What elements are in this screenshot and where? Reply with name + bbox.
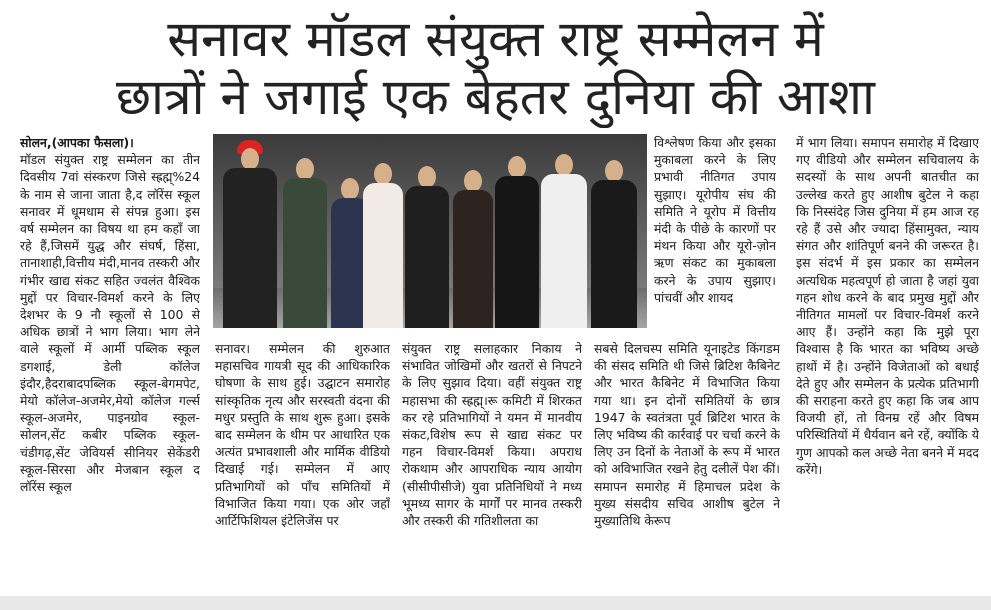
person-figure bbox=[453, 170, 493, 328]
article-column-5 bbox=[796, 134, 979, 582]
column-4-top-text: विश्लेषण किया और इसका मुकाबला करने के लिए प्रभावी नीतिगत उपाय सुझाए। यूरोपीय संघ की समिति ने यूरोप में वित्तीय मंदी के पीछे के कारणों पर मंथन किया और यूरो-ज़ोन ऋण संकट का मुकाबला करने के उपाय सुझाए। पांचवीं और शायद bbox=[654, 135, 776, 305]
person-figure bbox=[591, 160, 637, 328]
column-1-text: मॉडल संयुक्त राष्ट्र सम्मेलन का तीन दिवसीय 7वां संस्करण जिसे स्ह्रह्म्%24 के नाम से जाना जाता है,द लॉरेंस स्कूल सनावर में धूमधाम से संपन्न हुआ। इस वर्ष सम्मेलन का विषय था हम कहाँ जा रहे हैं,जिसमें युद्ध और संघर्ष, हिंसा, तानाशाही,वित्तीय मंदी,मानव तस्करी और गंभीर खाद्य संकट सहित ज्वलंत वैश्विक मुद्दों पर विचार-विमर्श करने के लिए देशभर के 9 नौ स्कूलों से 100 से अधिक छात्रों ने भाग लिया। भाग लेने वाले स्कूलों में आर्मी पब्लिक स्कूल डगशाई, डेली कॉलेज इंदौर,हैदराबादपब्लिक स्कूल-बेगमपेट, मेयो कॉलेज-अजमेर,मेयो कॉलेज गर्ल्स स्कूल-अजमेर, पाइनग्रोव स्कूल-सोलन,सेंट कबीर पब्लिक स्कूल-चंडीगढ़,सेंट जेवियर्स सीनियर सेकेंडरी स्कूल-सिरसा और मेजबान स्कूल द लॉरेंस स्कूल bbox=[20, 152, 200, 495]
event-photo bbox=[213, 134, 647, 328]
article-column-2 bbox=[215, 340, 390, 582]
column-5-text: में भाग लिया। समापन समारोह में दिखाए गए वीडियो और सम्मेलन सचिवालय के सदस्यों के साथ अपनी बातचीत का उल्लेख करते हुए आशीष बुटेल ने कहा कि निस्संदेह जिस दुनिया में हम आज रह रहे हैं उसे और ज्यादा हिंसामुक्त, न्याय संगत और शांतिपूर्ण बनने की जरूरत है। इस संदर्भ में इस प्रकार का सम्मेलन अत्यधिक महत्वपूर्ण हो जाता है जहां युवा गहन शोध करने के बाद प्रमुख मुद्दों और नीतिगत मामलों पर विचार-विमर्श करने आए हैं। उन्होंने कहा कि मुझे पूरा विश्वास है कि भारत का भविष्य अच्छे हाथों में है। उन्होंने विजेताओं को बधाई देते हुए और सम्मेलन के प्रत्येक प्रतिभागी की सराहना करते हुए कहा कि जब आप विजयी हों, तो विनम्र रहें और विषम परिस्थितियों में धैर्यवान बने रहें, क्योंकि ये गुण आपको कल अच्छे नेता बनने में मदद करेंगे। bbox=[796, 135, 979, 477]
person-figure bbox=[363, 163, 403, 328]
dateline: सोलन,(आपका फैसला)। bbox=[20, 135, 134, 150]
article-column-3 bbox=[402, 340, 582, 582]
person-figure bbox=[283, 158, 327, 328]
article-column-4-top bbox=[654, 134, 776, 334]
person-figure bbox=[223, 148, 277, 328]
headline-line-2: छात्रों ने जगाई एक बेहतर दुनिया की आशा bbox=[115, 68, 875, 126]
column-2-text: सनावर। सम्मेलन की शुरुआत महासचिव गायत्री सूद की आधिकारिक घोषणा के साथ हुई। उद्घाटन समारोह सांस्कृतिक नृत्य और सरस्वती वंदना की मधुर प्रस्तुति के साथ शुरू हुआ। इसके बाद सम्मेलन के थीम पर आधारित एक अत्यंत प्रभावशाली और मार्मिक वीडियो दिखाई गई। सम्मेलन में आए प्रतिभागियों को पाँच समितियों में विभाजित किया गया। एक ओर जहाँ आर्टिफिशियल इंटेलिजेंस पर bbox=[215, 341, 390, 529]
person-figure bbox=[541, 154, 587, 328]
page-bottom-bar bbox=[0, 596, 991, 610]
column-4-bottom-text: सबसे दिलचस्प समिति यूनाइटेड किंगडम की संसद समिति थी जिसे ब्रिटिश कैबिनेट और भारत कैबिनेट में विभाजित किया गया था। इन दोनों समितियों के छात्र 1947 के स्वतंत्रता पूर्व ब्रिटिश भारत के लिए भविष्य की कार्रवाई पर चर्चा करने के लिए उन दिनों के नेताओं के रूप में भारत को अविभाजित रखने हेतु दलीलें पेश कीं। समापन समारोह में हिमाचल प्रदेश के मुख्य संसदीय सचिव आशीष बुटेल ने मुख्यातिथि केरूप bbox=[594, 341, 780, 529]
person-figure bbox=[405, 166, 449, 328]
article-column-1 bbox=[20, 134, 200, 582]
headline-line-1: सनावर मॉडल संयुक्त राष्ट्र सम्मेलन में bbox=[167, 10, 824, 68]
person-figure bbox=[495, 156, 539, 328]
column-3-text: संयुक्त राष्ट्र सलाहकार निकाय ने संभावित जोखिमों और खतरों से निपटने के लिए सुझाव दिया। वहीं संयुक्त राष्ट्र महासभा की स्ह्रह्म्।रू कमिटी में शिरकत कर रहे प्रतिभागियों ने यमन में मानवीय संकट,विशेष रूप से खाद्य संकट पर गहन विचार-विमर्श किया। अपराध रोकथाम और आपराधिक न्याय आयोग (सीसीपीसीजे) युवा प्रतिनिधियों ने मध्य भूमध्य सागर के मार्गों पर मानव तस्करी और तस्करी की गतिशीलता का bbox=[402, 341, 582, 529]
article-column-4-bottom bbox=[594, 340, 780, 582]
